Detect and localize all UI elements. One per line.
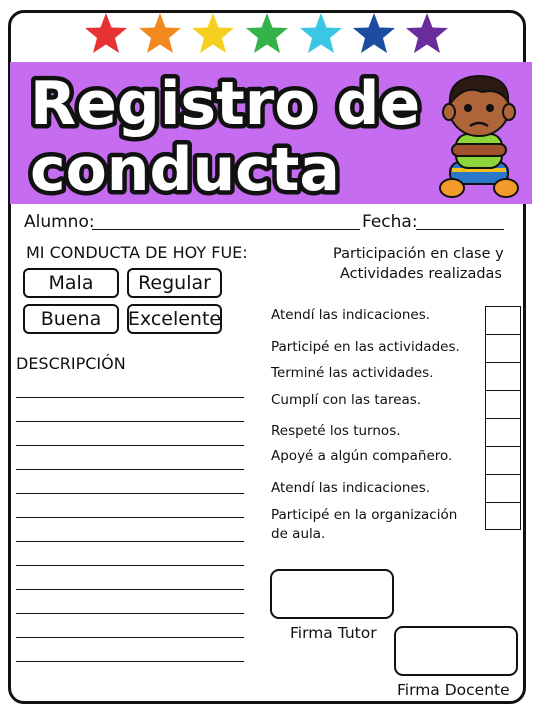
checkbox-cell[interactable]	[486, 447, 520, 475]
student-label: Alumno:	[24, 212, 95, 232]
conduct-heading: MI CONDUCTA DE HOY FUE:	[26, 243, 248, 262]
description-line[interactable]	[16, 541, 244, 542]
checkbox-cell[interactable]	[486, 335, 520, 363]
description-line[interactable]	[16, 589, 244, 590]
star-icon	[84, 12, 128, 54]
description-line[interactable]	[16, 613, 244, 614]
star-icon	[245, 12, 289, 54]
star-icon	[299, 12, 343, 54]
checkbox-cell[interactable]	[486, 391, 520, 419]
star-icon	[138, 12, 182, 54]
participation-item: Respeté los turnos.	[271, 423, 401, 439]
kid-illustration-icon	[438, 70, 520, 202]
date-label: Fecha:	[362, 212, 418, 232]
title-line-1: Registro de	[30, 69, 421, 139]
participation-item: Atendí las indicaciones.	[271, 480, 431, 496]
description-line[interactable]	[16, 517, 244, 518]
description-line[interactable]	[16, 661, 244, 662]
star-icon	[352, 12, 396, 54]
date-field[interactable]	[416, 213, 504, 230]
tutor-signature-label: Firma Tutor	[290, 624, 377, 642]
star-icon	[405, 12, 449, 54]
participation-heading-line2: Actividades realizadas	[340, 266, 502, 282]
teacher-signature-label: Firma Docente	[397, 681, 510, 699]
participation-heading-line1: Participación en clase y	[333, 246, 504, 262]
participation-item: Terminé las actividades.	[271, 365, 434, 381]
description-line[interactable]	[16, 637, 244, 638]
participation-item: Participé en la organización de aula.	[271, 507, 458, 542]
description-line[interactable]	[16, 445, 244, 446]
checkbox-cell[interactable]	[486, 419, 520, 447]
description-line[interactable]	[16, 421, 244, 422]
teacher-signature-box[interactable]	[394, 626, 518, 676]
title-line-2: conducta	[30, 135, 340, 204]
checkbox-cell[interactable]	[486, 363, 520, 391]
description-line[interactable]	[16, 493, 244, 494]
tutor-signature-box[interactable]	[270, 569, 394, 619]
description-line[interactable]	[16, 469, 244, 470]
participation-item: Cumplí con las tareas.	[271, 392, 422, 408]
participation-item: Atendí las indicaciones.	[271, 307, 431, 323]
participation-item: Apoyé a algún compañero.	[271, 448, 453, 464]
conduct-option-regular[interactable]: Regular	[127, 268, 222, 298]
checkbox-cell[interactable]	[486, 503, 520, 531]
student-name-field[interactable]	[92, 213, 360, 230]
participation-item: Participé en las actividades.	[271, 339, 460, 355]
conduct-option-buena[interactable]: Buena	[23, 304, 119, 334]
description-line[interactable]	[16, 565, 244, 566]
star-row	[0, 12, 540, 56]
checkbox-cell[interactable]	[486, 307, 520, 335]
description-line[interactable]	[16, 397, 244, 398]
description-heading: DESCRIPCIÓN	[16, 354, 126, 373]
star-icon	[191, 12, 235, 54]
participation-checkbox-grid	[485, 306, 521, 530]
conduct-option-mala[interactable]: Mala	[23, 268, 119, 298]
conduct-option-excelente[interactable]: Excelente	[127, 304, 222, 334]
checkbox-cell[interactable]	[486, 475, 520, 503]
